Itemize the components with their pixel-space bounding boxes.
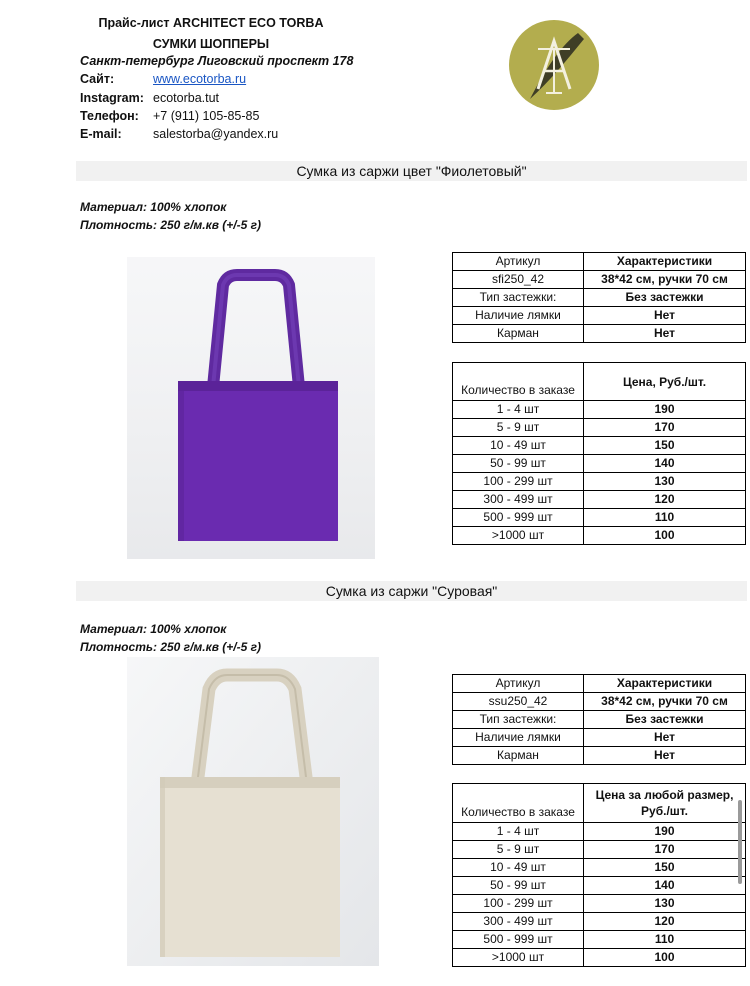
specs-cell: Нет bbox=[584, 747, 746, 765]
price-cell: 130 bbox=[584, 473, 746, 491]
specs-header-article: Артикул bbox=[453, 253, 584, 271]
product-2-title: Сумка из саржи "Суровая" bbox=[76, 581, 747, 601]
specs-header-article: Артикул bbox=[453, 675, 584, 693]
table-row bbox=[453, 693, 746, 711]
specs-cell: Нет bbox=[584, 729, 746, 747]
product-1-specs-table bbox=[452, 252, 746, 343]
table-row bbox=[453, 491, 746, 509]
email-value: salestorba@yandex.ru bbox=[153, 127, 279, 141]
price-cell: 110 bbox=[584, 509, 746, 527]
price-cell: 190 bbox=[584, 401, 746, 419]
table-row bbox=[453, 784, 746, 823]
qty-cell: 10 - 49 шт bbox=[453, 437, 584, 455]
specs-header-characteristics: Характеристики bbox=[584, 675, 746, 693]
product-1-photo bbox=[127, 257, 375, 559]
table-row bbox=[453, 455, 746, 473]
qty-cell: 500 - 999 шт bbox=[453, 509, 584, 527]
price-cell: 150 bbox=[584, 437, 746, 455]
specs-cell: ssu250_42 bbox=[453, 693, 584, 711]
price-cell: 150 bbox=[584, 859, 746, 877]
table-row bbox=[453, 509, 746, 527]
table-row bbox=[453, 271, 746, 289]
specs-cell: 38*42 см, ручки 70 см bbox=[584, 693, 746, 711]
table-row bbox=[453, 931, 746, 949]
qty-cell: 1 - 4 шт bbox=[453, 401, 584, 419]
price-header-qty: Количество в заказе bbox=[453, 363, 584, 401]
qty-cell: 5 - 9 шт bbox=[453, 841, 584, 859]
table-row bbox=[453, 473, 746, 491]
architect-monogram-logo bbox=[508, 19, 600, 111]
table-row bbox=[453, 675, 746, 693]
scrollbar-thumb[interactable] bbox=[738, 800, 742, 884]
product-2-photo bbox=[127, 657, 379, 966]
product-2-density: Плотность: 250 г/м.кв (+/-5 г) bbox=[80, 640, 262, 654]
qty-cell: 10 - 49 шт bbox=[453, 859, 584, 877]
price-cell: 140 bbox=[584, 455, 746, 473]
qty-cell: 50 - 99 шт bbox=[453, 455, 584, 473]
table-row bbox=[453, 841, 746, 859]
email-label: E-mail: bbox=[80, 127, 122, 141]
table-row bbox=[453, 949, 746, 967]
product-1-price-table bbox=[452, 362, 746, 545]
specs-cell: Без застежки bbox=[584, 289, 746, 307]
table-row bbox=[453, 253, 746, 271]
specs-cell: Тип застежки: bbox=[453, 289, 584, 307]
instagram-label: Instagram: bbox=[80, 91, 144, 105]
instagram-value: ecotorba.tut bbox=[153, 91, 220, 105]
table-row bbox=[453, 859, 746, 877]
product-2-specs-table bbox=[452, 674, 746, 765]
table-row bbox=[453, 325, 746, 343]
company-address: Санкт-петербург Лиговский проспект 178 bbox=[80, 54, 354, 68]
table-row bbox=[453, 877, 746, 895]
price-list-subtitle: СУМКИ ШОППЕРЫ bbox=[152, 37, 270, 51]
specs-cell: Наличие лямки bbox=[453, 729, 584, 747]
product-1-material: Материал: 100% хлопок bbox=[80, 200, 227, 214]
table-row bbox=[453, 895, 746, 913]
table-row bbox=[453, 729, 746, 747]
product-1-title: Сумка из саржи цвет "Фиолетовый" bbox=[76, 161, 747, 181]
price-cell: 100 bbox=[584, 527, 746, 545]
phone-label: Телефон: bbox=[80, 109, 139, 123]
specs-header-characteristics: Характеристики bbox=[584, 253, 746, 271]
price-cell: 170 bbox=[584, 419, 746, 437]
product-1-density: Плотность: 250 г/м.кв (+/-5 г) bbox=[80, 218, 262, 232]
specs-cell: Карман bbox=[453, 325, 584, 343]
table-row bbox=[453, 437, 746, 455]
price-cell: 100 bbox=[584, 949, 746, 967]
specs-cell: Нет bbox=[584, 325, 746, 343]
qty-cell: >1000 шт bbox=[453, 949, 584, 967]
qty-cell: >1000 шт bbox=[453, 527, 584, 545]
table-row bbox=[453, 419, 746, 437]
price-cell: 120 bbox=[584, 491, 746, 509]
table-row bbox=[453, 363, 746, 401]
price-header-price: Цена за любой размер, Руб./шт. bbox=[584, 784, 746, 823]
price-cell: 170 bbox=[584, 841, 746, 859]
price-cell: 120 bbox=[584, 913, 746, 931]
tote-bag-purple-icon bbox=[127, 257, 375, 559]
specs-cell: Тип застежки: bbox=[453, 711, 584, 729]
table-row bbox=[453, 823, 746, 841]
table-row bbox=[453, 747, 746, 765]
phone-value: +7 (911) 105-85-85 bbox=[153, 109, 260, 123]
table-row bbox=[453, 527, 746, 545]
qty-cell: 300 - 499 шт bbox=[453, 913, 584, 931]
table-row bbox=[453, 401, 746, 419]
site-link[interactable]: www.ecotorba.ru bbox=[153, 72, 247, 86]
qty-cell: 300 - 499 шт bbox=[453, 491, 584, 509]
table-row bbox=[453, 289, 746, 307]
qty-cell: 100 - 299 шт bbox=[453, 473, 584, 491]
specs-cell: sfi250_42 bbox=[453, 271, 584, 289]
specs-cell: Нет bbox=[584, 307, 746, 325]
price-cell: 130 bbox=[584, 895, 746, 913]
specs-cell: Без застежки bbox=[584, 711, 746, 729]
specs-cell: Карман bbox=[453, 747, 584, 765]
price-header-qty: Количество в заказе bbox=[453, 784, 584, 823]
table-row bbox=[453, 307, 746, 325]
price-list-title: Прайс-лист ARCHITECT ECO TORBA bbox=[98, 16, 324, 30]
site-label: Сайт: bbox=[80, 72, 115, 86]
tote-bag-natural-icon bbox=[127, 657, 379, 966]
specs-cell: 38*42 см, ручки 70 см bbox=[584, 271, 746, 289]
price-cell: 110 bbox=[584, 931, 746, 949]
qty-cell: 5 - 9 шт bbox=[453, 419, 584, 437]
product-2-material: Материал: 100% хлопок bbox=[80, 622, 227, 636]
price-header-price: Цена, Руб./шт. bbox=[584, 363, 746, 401]
price-cell: 190 bbox=[584, 823, 746, 841]
table-row bbox=[453, 711, 746, 729]
table-row bbox=[453, 913, 746, 931]
qty-cell: 1 - 4 шт bbox=[453, 823, 584, 841]
qty-cell: 100 - 299 шт bbox=[453, 895, 584, 913]
qty-cell: 50 - 99 шт bbox=[453, 877, 584, 895]
product-2-price-table bbox=[452, 783, 746, 967]
price-cell: 140 bbox=[584, 877, 746, 895]
qty-cell: 500 - 999 шт bbox=[453, 931, 584, 949]
specs-cell: Наличие лямки bbox=[453, 307, 584, 325]
